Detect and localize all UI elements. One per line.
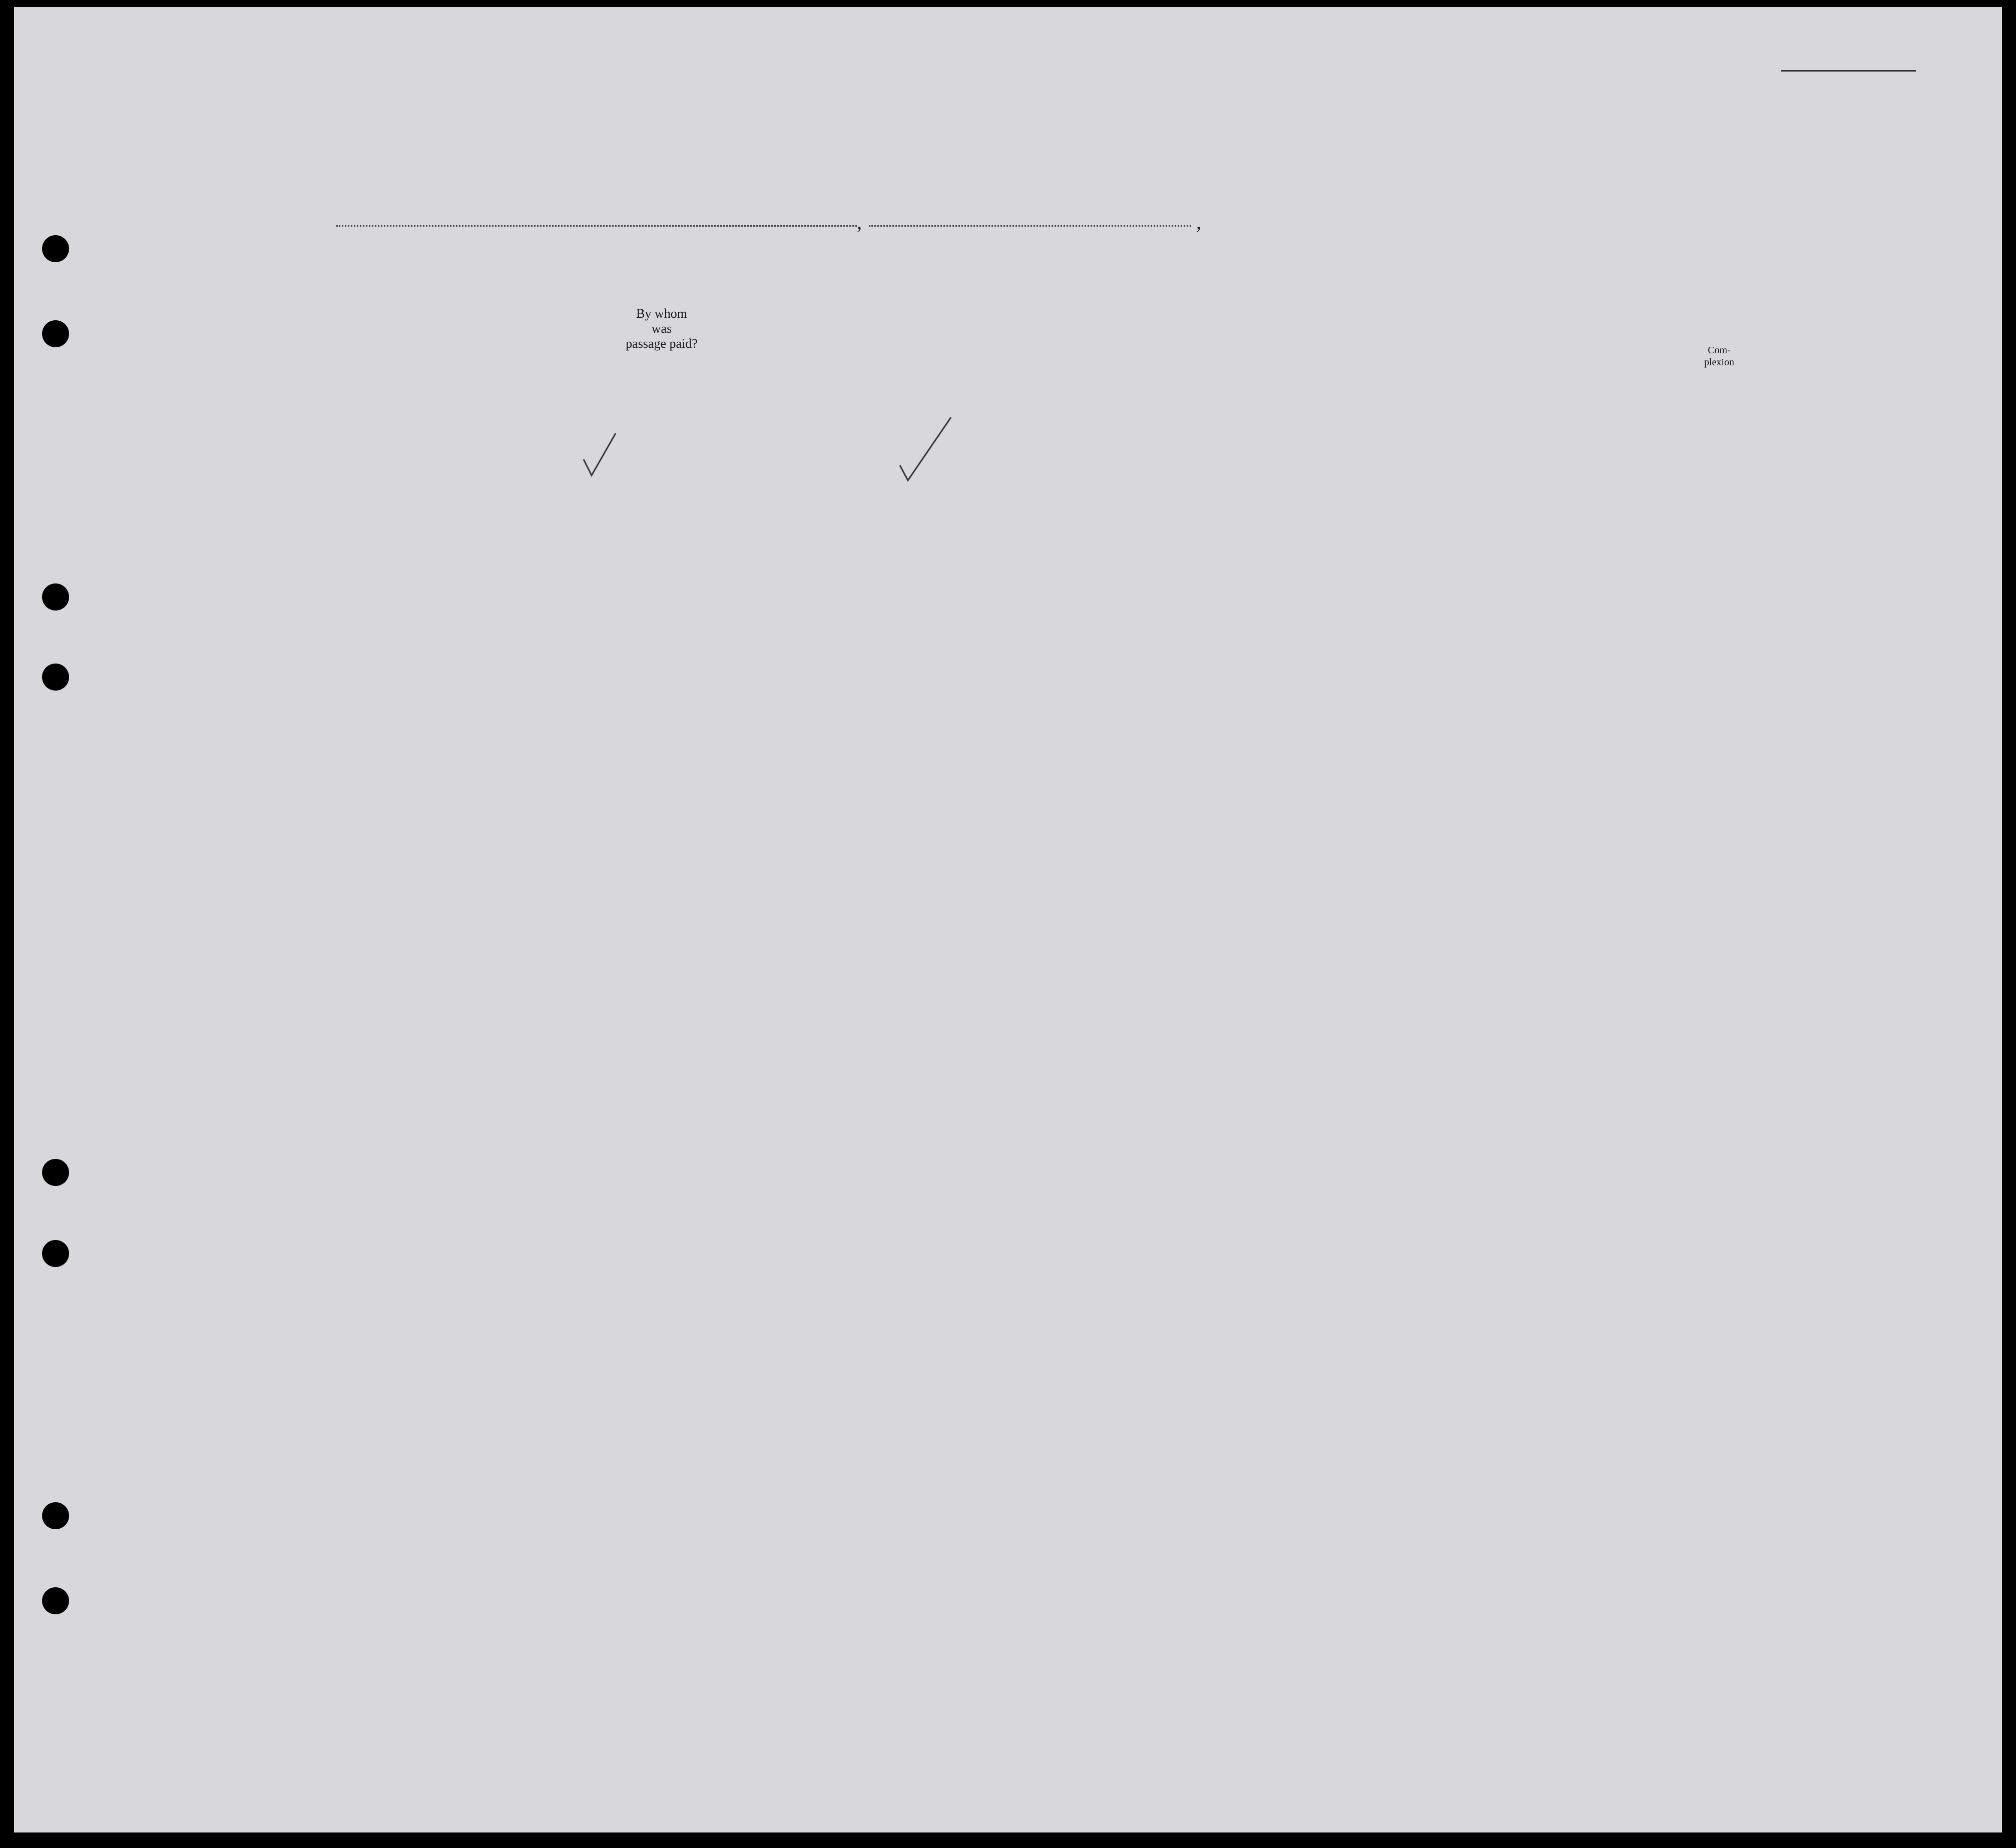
comma: , <box>857 211 862 233</box>
header-complexion: Com- plexion <box>1704 345 1734 368</box>
check-mark-icon <box>896 415 956 485</box>
comma: , <box>1196 211 1201 233</box>
header-paid-by: By whom was passage paid? <box>626 306 698 351</box>
check-mark-icon <box>581 430 621 480</box>
